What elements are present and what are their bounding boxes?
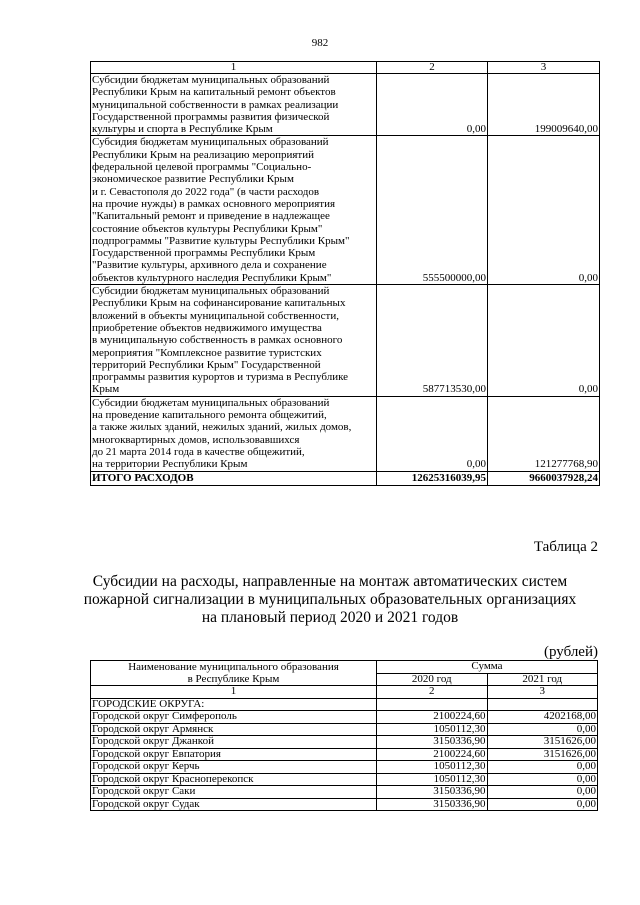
subsidies-table-1: [90, 61, 600, 486]
empty-cell: [487, 698, 598, 711]
empty-cell: [377, 698, 488, 711]
row-value-2020: 3150336,90: [377, 786, 488, 799]
row-value-2020: 3150336,90: [377, 798, 488, 811]
row-value-2020: 587713530,00: [377, 285, 488, 397]
table1-header-row: [91, 62, 600, 74]
total-2020: 12625316039,95: [377, 471, 488, 485]
row-name: Городской округ Симферополь: [91, 711, 377, 724]
total-row: [91, 471, 600, 485]
row-value-2021: 0,00: [487, 723, 598, 736]
row-value-2021: 0,00: [487, 761, 598, 774]
row-value-2020: 2100224,60: [377, 711, 488, 724]
table-row: [91, 136, 600, 285]
table1-col1-header: 1: [91, 62, 377, 74]
table2-2020-header: 2020 год: [377, 673, 488, 686]
table2-label: Таблица 2: [533, 539, 598, 555]
section-label: ГОРОДСКИЕ ОКРУГА:: [91, 698, 377, 711]
row-name: Городской округ Судак: [91, 798, 377, 811]
row-name: Городской округ Красноперекопск: [91, 773, 377, 786]
row-value-2020: 0,00: [377, 396, 488, 471]
row-value-2021: 3151626,00: [487, 736, 598, 749]
table2-2021-header: 2021 год: [487, 673, 598, 686]
row-name: Городской округ Евпатория: [91, 748, 377, 761]
table2-col-name-header: [91, 661, 377, 686]
table2-header-row: [91, 661, 598, 674]
row-value-2021: 0,00: [487, 786, 598, 799]
section-row: [91, 698, 598, 711]
row-value-2020: 1050112,30: [377, 761, 488, 774]
row-name: Субсидия бюджетам муниципальных образований Республики Крым на реализацию мероприятий федеральной целевой программы "Социально- экономическое развитие Республики Крым и г. Севастополя до 2022 года" (в части расходов на прочие нужды) в рамках основного мероприятия "Капитальный ремонт и приведение в надлежащее состояние объектов культуры Республики Крым" подпрограммы "Развитие культуры Республики Крым" Государственной программы Республики Крым "Развитие культуры, архивного дела и сохранение объектов культурного наследия Республики Крым": [91, 136, 377, 285]
unit-label: (рублей): [543, 644, 598, 660]
table-row: [91, 74, 600, 136]
table-row: [91, 786, 598, 799]
table-row: [91, 711, 598, 724]
colnum-3: 3: [487, 686, 598, 699]
table-row: [91, 396, 600, 471]
table2-title-line: пожарной сигнализации в муниципальных образовательных организациях: [83, 591, 577, 608]
row-value-2020: 0,00: [377, 74, 488, 136]
table1-col2-header: 2: [377, 62, 488, 74]
table-row: [91, 798, 598, 811]
table2-title: [60, 573, 600, 627]
table1-col3-header: 3: [488, 62, 600, 74]
row-value-2020: 2100224,60: [377, 748, 488, 761]
table-row: [91, 723, 598, 736]
row-value-2021: 121277768,90: [488, 396, 600, 471]
header-line: Наименование муниципального образования: [128, 661, 339, 673]
total-label: ИТОГО РАСХОДОВ: [91, 471, 377, 485]
row-value-2021: 0,00: [488, 136, 600, 285]
table2-title-line: на плановый период 2020 и 2021 годов: [201, 609, 459, 626]
row-value-2021: 0,00: [487, 798, 598, 811]
header-line: в Республике Крым: [187, 672, 280, 685]
table2-colnum-row: [91, 686, 598, 699]
row-value-2021: 0,00: [488, 285, 600, 397]
table-row: [91, 285, 600, 397]
row-value-2020: 3150336,90: [377, 736, 488, 749]
row-name: Городской округ Саки: [91, 786, 377, 799]
row-value-2020: 555500000,00: [377, 136, 488, 285]
row-name: Городской округ Керчь: [91, 761, 377, 774]
total-2021: 9660037928,24: [488, 471, 600, 485]
row-name: Субсидии бюджетам муниципальных образований Республики Крым на софинансирование капитальных вложений в объекты муниципальной собственности, приобретение объектов недвижимого имущества в муниципальную собственность в рамках основного мероприятия "Комплексное развитие туристских территорий Республики Крым" Государственной программы развития курортов и туризма в Республике Крым: [91, 285, 377, 397]
row-value-2021: 4202168,00: [487, 711, 598, 724]
colnum-2: 2: [377, 686, 488, 699]
row-name: Субсидии бюджетам муниципальных образований Республики Крым на капитальный ремонт объектов муниципальной собственности в рамках реализации Государственной программы развития физической культуры и спорта в Республике Крым: [91, 74, 377, 136]
table-row: [91, 748, 598, 761]
subsidies-table-2: [90, 660, 598, 811]
table2-title-line: Субсидии на расходы, направленные на монтаж автоматических систем: [92, 573, 568, 590]
row-name: Городской округ Джанкой: [91, 736, 377, 749]
table2-sum-header: Сумма: [377, 661, 598, 674]
row-value-2021: 3151626,00: [487, 748, 598, 761]
row-name: Городской округ Армянск: [91, 723, 377, 736]
row-value-2020: 1050112,30: [377, 773, 488, 786]
row-value-2021: 199009640,00: [488, 74, 600, 136]
colnum-1: 1: [91, 686, 377, 699]
table-row: [91, 736, 598, 749]
table-row: [91, 761, 598, 774]
page-number: 982: [311, 37, 329, 49]
table-row: [91, 773, 598, 786]
row-value-2020: 1050112,30: [377, 723, 488, 736]
row-name: Субсидии бюджетам муниципальных образований на проведение капитального ремонта общежитий, а также жилых зданий, нежилых зданий, жилых домов, многоквартирных домов, использовавшихся до 21 марта 2014 года в качестве общежитий, на территории Республики Крым: [91, 396, 377, 471]
row-value-2021: 0,00: [487, 773, 598, 786]
